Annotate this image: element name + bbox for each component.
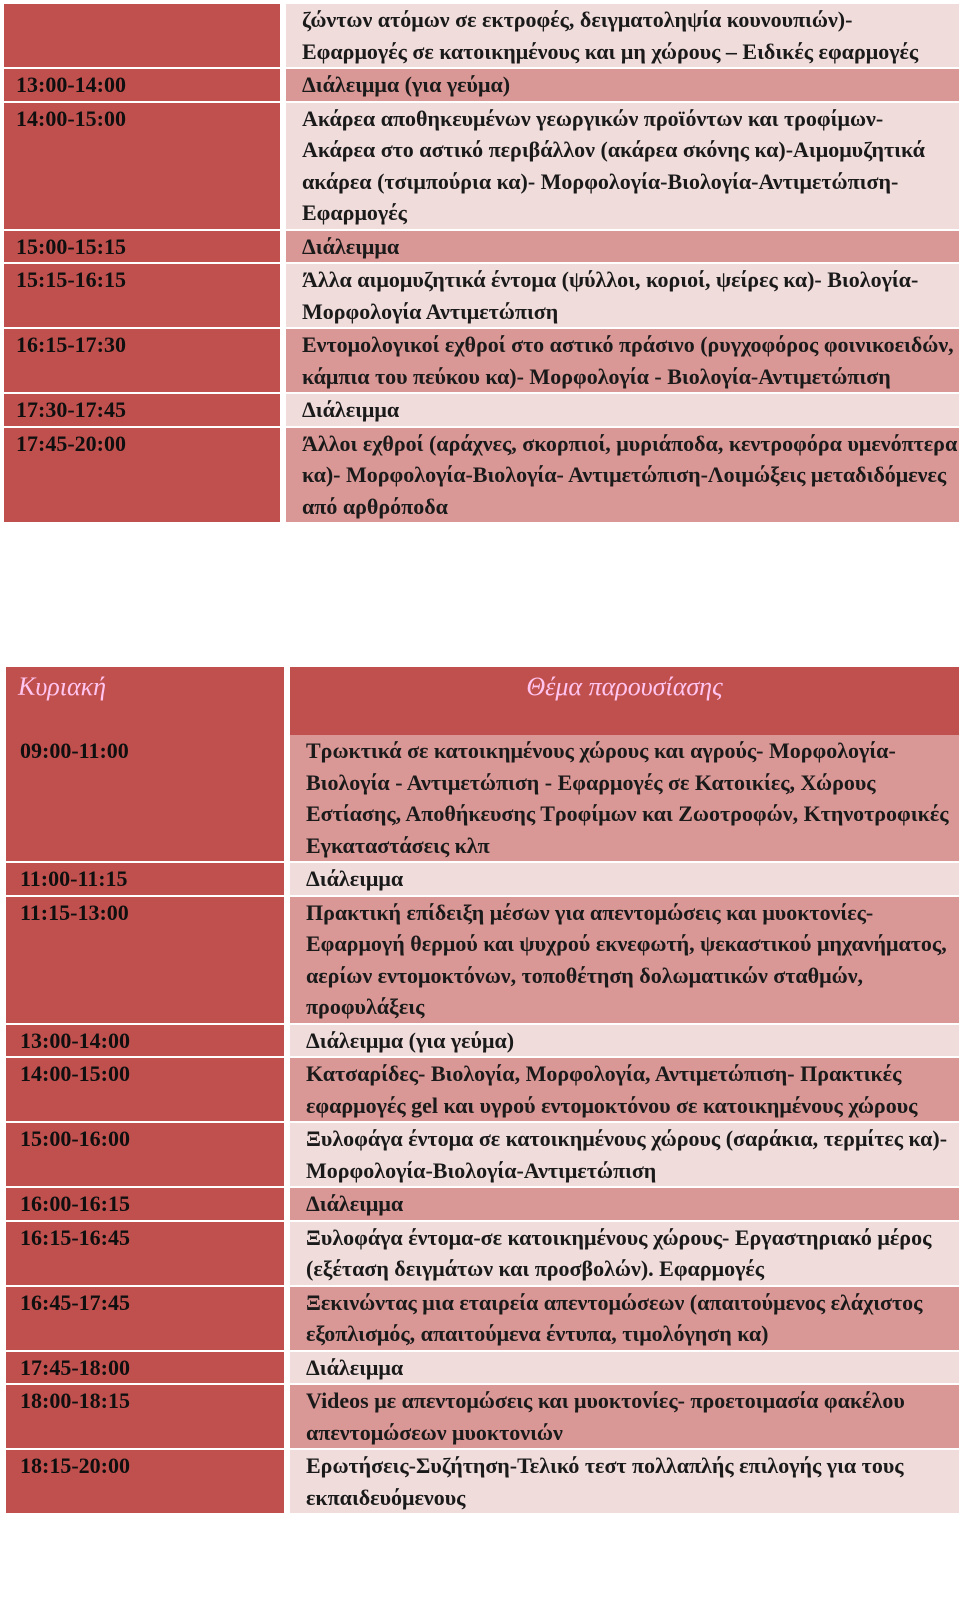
schedule-row [4, 102, 959, 230]
time-slot: 09:00-11:00 [6, 735, 287, 862]
session-topic: ζώντων ατόμων σε εκτροφές, δειγματοληψία κουνουπιών)- Εφαρμογές σε κατοικημένους και μη χώρους – Ειδικές εφαρμογές [283, 4, 959, 68]
time-slot: 17:45-20:00 [4, 427, 283, 524]
schedule-table-sunday [6, 667, 959, 1515]
session-topic: Άλλοι εχθροί (αράχνες, σκορπιοί, μυριάποδα, κεντροφόρα υμενόπτερα κα)- Μορφολογία-Βιολογία- Αντιμετώπιση-Λοιμώξεις μεταδιδόμενες από αρθρόποδα [283, 427, 959, 524]
session-topic: Άλλα αιμομυζητικά έντομα (ψύλλοι, κοριοί, ψείρες κα)- Βιολογία-Μορφολογία Αντιμετώπιση [283, 263, 959, 328]
session-topic: Τρωκτικά σε κατοικημένους χώρους και αγρούς- Μορφολογία-Βιολογία - Αντιμετώπιση - Εφαρμογές σε Κατοικίες, Χώρους Εστίασης, Αποθήκευσης Τροφίμων και Ζωοτροφών, Κτηνοτροφικές Εγκαταστάσεις κλπ [287, 735, 959, 862]
schedule-row [6, 1187, 959, 1221]
session-topic: Διάλειμμα [283, 393, 959, 427]
schedule-row [6, 1024, 959, 1058]
time-slot: 17:30-17:45 [4, 393, 283, 427]
time-slot: 16:15-16:45 [6, 1221, 287, 1286]
topic-header: Θέμα παρουσίασης [287, 667, 959, 735]
schedule-row [6, 1221, 959, 1286]
session-topic: Ξυλοφάγα έντομα-σε κατοικημένους χώρους- Εργαστηριακό μέρος (εξέταση δειγμάτων και προσβολών). Εφαρμογές [287, 1221, 959, 1286]
time-slot: 16:00-16:15 [6, 1187, 287, 1221]
schedule-row [4, 230, 959, 264]
schedule-row [6, 862, 959, 896]
time-slot: 18:15-20:00 [6, 1449, 287, 1514]
session-topic: Διάλειμμα [287, 862, 959, 896]
schedule-row [6, 1351, 959, 1385]
session-topic: Ερωτήσεις-Συζήτηση-Τελικό τεστ πολλαπλής επιλογής για τους εκπαιδευόμενους [287, 1449, 959, 1514]
time-slot: 14:00-15:00 [6, 1057, 287, 1122]
session-topic: Εντομολογικοί εχθροί στο αστικό πράσινο (ρυγχοφόρος φοινικοειδών, κάμπια του πεύκου κα)- Μορφολογία - Βιολογία-Αντιμετώπιση [283, 328, 959, 393]
time-slot: 14:00-15:00 [4, 102, 283, 230]
session-topic: Διάλειμμα [287, 1187, 959, 1221]
schedule-row [4, 328, 959, 393]
schedule-row [6, 896, 959, 1024]
time-slot: 15:00-15:15 [4, 230, 283, 264]
session-topic: Διάλειμμα (για γεύμα) [287, 1024, 959, 1058]
session-topic: Κατσαρίδες- Βιολογία, Μορφολογία, Αντιμετώπιση- Πρακτικές εφαρμογές gel και υγρού εντομοκτόνου σε κατοικημένους χώρους [287, 1057, 959, 1122]
day-header: Κυριακή [6, 667, 287, 735]
sunday-header-row [6, 667, 959, 735]
session-topic: Videos με απεντομώσεις και μυοκτονίες- προετοιμασία φακέλου απεντομώσεων μυοκτονιών [287, 1384, 959, 1449]
schedule-body-sunday [6, 735, 959, 1514]
schedule-row [4, 263, 959, 328]
time-slot: 15:00-16:00 [6, 1122, 287, 1187]
schedule-row [6, 1122, 959, 1187]
session-topic: Διάλειμμα (για γεύμα) [283, 68, 959, 102]
schedule-body-part1 [4, 4, 959, 523]
time-slot: 11:00-11:15 [6, 862, 287, 896]
schedule-row [6, 1449, 959, 1514]
schedule-row [6, 735, 959, 862]
schedule-table-part1 [4, 4, 959, 524]
session-topic: Ακάρεα αποθηκευμένων γεωργικών προϊόντων και τροφίμων- Ακάρεα στο αστικό περιβάλλον (ακάρεα σκόνης κα)-Αιμομυζητικά ακάρεα (τσιμπούρια κα)- Μορφολογία-Βιολογία-Αντιμετώπιση-Εφαρμογές [283, 102, 959, 230]
time-slot: 18:00-18:15 [6, 1384, 287, 1449]
schedule-row [4, 427, 959, 524]
time-slot: 16:15-17:30 [4, 328, 283, 393]
session-topic: Διάλειμμα [283, 230, 959, 264]
time-slot: 16:45-17:45 [6, 1286, 287, 1351]
session-topic: Διάλειμμα [287, 1351, 959, 1385]
schedule-row [6, 1286, 959, 1351]
schedule-row [4, 393, 959, 427]
schedule-row [6, 1057, 959, 1122]
time-slot: 11:15-13:00 [6, 896, 287, 1024]
time-slot [4, 4, 283, 68]
session-topic: Ξυλοφάγα έντομα σε κατοικημένους χώρους (σαράκια, τερμίτες κα)- Μορφολογία-Βιολογία-Αντιμετώπιση [287, 1122, 959, 1187]
time-slot: 17:45-18:00 [6, 1351, 287, 1385]
session-topic: Πρακτική επίδειξη μέσων για απεντομώσεις και μυοκτονίες- Εφαρμογή θερμού και ψυχρού εκνεφωτή, ψεκαστικού μηχανήματος, αερίων εντομοκτόνων, τοποθέτηση δολωματικών σταθμών, προφυλάξεις [287, 896, 959, 1024]
time-slot: 13:00-14:00 [6, 1024, 287, 1058]
time-slot: 13:00-14:00 [4, 68, 283, 102]
session-topic: Ξεκινώντας μια εταιρεία απεντομώσεων (απαιτούμενος ελάχιστος εξοπλισμός, απαιτούμενα έντυπα, τιμολόγηση κα) [287, 1286, 959, 1351]
schedule-row [4, 68, 959, 102]
schedule-row [6, 1384, 959, 1449]
time-slot: 15:15-16:15 [4, 263, 283, 328]
schedule-row [4, 4, 959, 68]
